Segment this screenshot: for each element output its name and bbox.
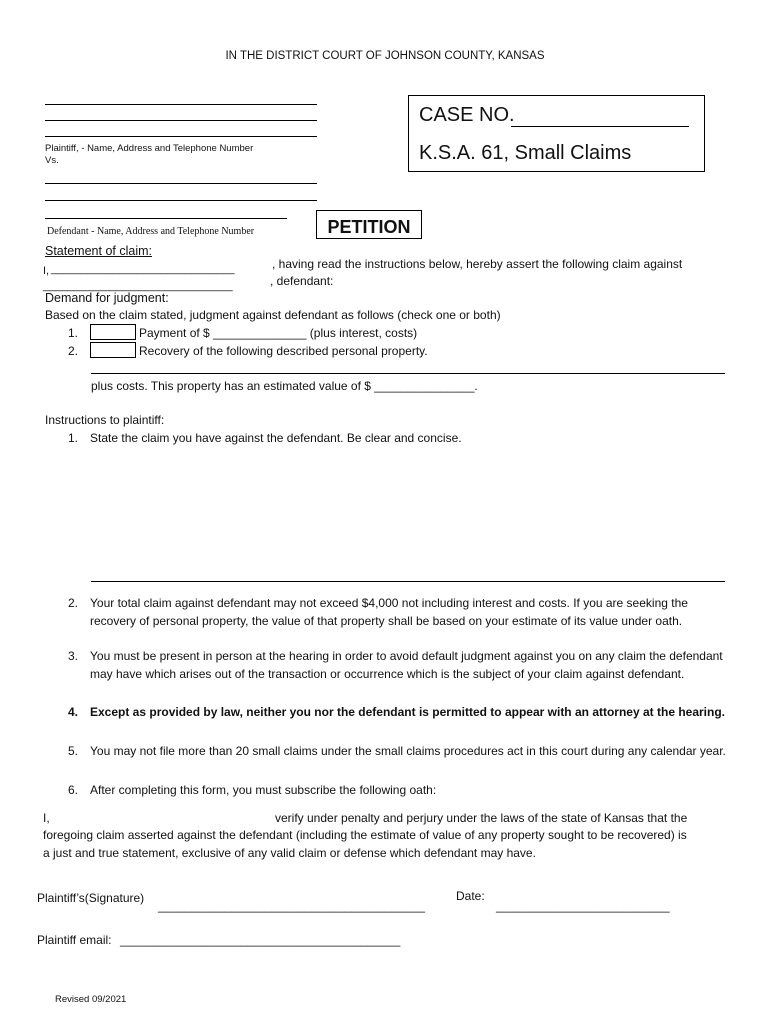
case-no-label: CASE NO. <box>419 104 515 126</box>
plaintiff-line-2[interactable] <box>45 120 317 121</box>
versus-label: Vs. <box>45 155 59 166</box>
revised-date: Revised 09/2021 <box>55 994 127 1005</box>
instruction-4-text: Except as provided by law, neither you nor the defendant is permitted to appear with an attorney at the hearing. <box>90 705 726 719</box>
instruction-2-number: 2. <box>67 596 78 610</box>
oath-text-2: foregoing claim asserted against the defendant (including the estimate of value of any property sought to be recovered) is <box>43 828 687 842</box>
oath-text-3: a just and true statement, exclusive of any valid claim or defense which defendant may have. <box>43 846 536 860</box>
plaintiff-caption: Plaintiff, - Name, Address and Telephone Number <box>45 143 254 154</box>
instruction-1-text: State the claim you have against the defendant. Be clear and concise. <box>90 431 462 445</box>
property-value-text: plus costs. This property has an estimated value of $ _______________. <box>91 379 478 393</box>
defendant-line-2[interactable] <box>45 200 317 201</box>
statute-label: K.S.A. 61, Small Claims <box>419 142 632 164</box>
option-2-number: 2. <box>67 344 78 358</box>
instruction-6-text: After completing this form, you must subscribe the following oath: <box>90 783 437 797</box>
statement-heading: Statement of claim: <box>45 244 152 258</box>
petition-title: PETITION <box>316 210 422 239</box>
defendant-line-1[interactable] <box>45 183 317 184</box>
instruction-1-number: 1. <box>67 431 78 445</box>
instruction-2-text: Your total claim against defendant may not exceed $4,000 not including interest and costs. If you are seeking the recovery of personal property, the value of that property shall be based on your estimate of its value under oath. <box>90 596 688 628</box>
claim-prefix: I, <box>43 265 50 277</box>
claimant-name-line[interactable]: ______________________________ <box>51 263 235 275</box>
case-box <box>408 95 705 172</box>
defendant-suffix: , defendant: <box>270 274 334 288</box>
oath-text-1: verify under penalty and perjury under the laws of the state of Kansas that the <box>275 811 688 825</box>
property-description-line[interactable] <box>91 373 725 374</box>
signature-label: Plaintiff’s(Signature) <box>37 891 145 905</box>
instruction-6-number: 6. <box>67 783 78 797</box>
claim-text: , having read the instructions below, hereby assert the following claim against <box>272 257 683 271</box>
defendant-line-3[interactable] <box>45 218 287 219</box>
email-label: Plaintiff email: <box>37 933 112 947</box>
claim-description-line[interactable] <box>91 581 725 582</box>
instruction-5-text: You may not file more than 20 small claims under the small claims procedures act in this court during any calendar year. <box>90 744 726 758</box>
defendant-caption: Defendant - Name, Address and Telephone Number <box>47 226 255 237</box>
option-2-checkbox[interactable] <box>90 342 136 358</box>
option-1-text: Payment of $ ______________ (plus interest, costs) <box>139 326 418 340</box>
case-no-line[interactable] <box>511 126 689 127</box>
demand-heading: Demand for judgment: <box>45 291 169 305</box>
option-1-checkbox[interactable] <box>90 324 136 340</box>
option-1-number: 1. <box>67 326 78 340</box>
court-header: IN THE DISTRICT COURT OF JOHNSON COUNTY, KANSAS <box>225 50 545 62</box>
instruction-4-number: 4. <box>67 705 78 719</box>
signature-line[interactable]: ________________________________________ <box>158 899 425 913</box>
email-line[interactable]: __________________________________________ <box>120 933 401 947</box>
oath-prefix: I, <box>43 811 50 825</box>
option-2-text: Recovery of the following described personal property. <box>139 344 428 358</box>
plaintiff-line-1[interactable] <box>45 104 317 105</box>
instruction-5-number: 5. <box>67 744 78 758</box>
plaintiff-line-3[interactable] <box>45 136 317 137</box>
instructions-heading: Instructions to plaintiff: <box>45 413 165 427</box>
defendant-name-line[interactable]: _______________________________ <box>43 280 233 292</box>
instruction-3-text: You must be present in person at the hearing in order to avoid default judgment against you on any claim the defendant may have which arises out of the transaction or occurrence which is the subject of your claim against defendant. <box>90 649 723 681</box>
instruction-3-number: 3. <box>67 649 78 663</box>
date-label: Date: <box>456 889 485 903</box>
based-on-text: Based on the claim stated, judgment against defendant as follows (check one or both) <box>45 308 501 322</box>
date-line[interactable]: __________________________ <box>496 899 670 913</box>
